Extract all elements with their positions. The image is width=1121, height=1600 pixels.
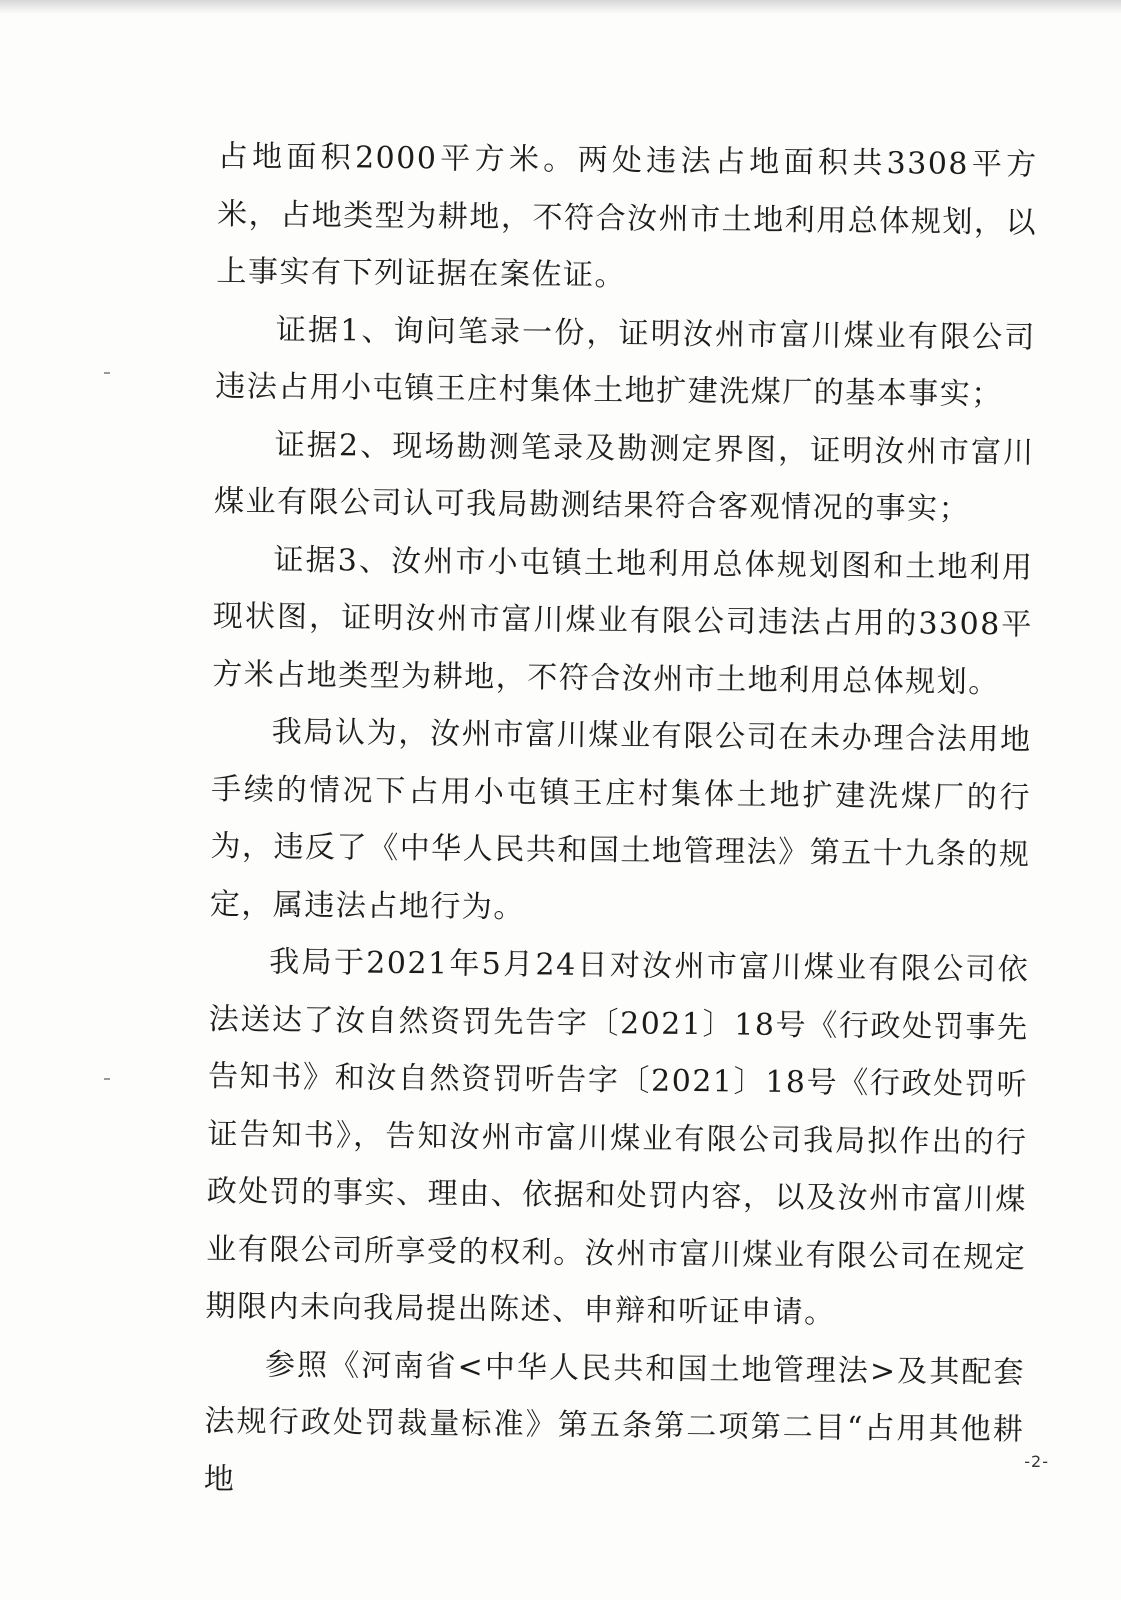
paragraph-reference: 参照《河南省<中华人民共和国土地管理法>及其配套法规行政处罚裁量标准》第五条第二项第二目“占用其他耕地	[203, 1347, 1026, 1497]
paragraph-continued: 占地面积2000平方米。两处违法占地面积共3308平方米，占地类型为耕地，不符合汝州市土地利用总体规划，以上事实有下列证据在案佐证。	[216, 138, 1038, 294]
paragraph-evidence-3: 证据3、汝州市小屯镇土地利用总体规划图和土地利用现状图，证明汝州市富川煤业有限公司违法占用的3308平方米占地类型为耕地，不符合汝州市土地利用总体规划。	[212, 542, 1034, 700]
document-body	[204, 128, 1038, 1517]
paragraph-evidence-2: 证据2、现场勘测笔录及勘测定界图，证明汝州市富川煤业有限公司认可我局勘测结果符合客观情况的事实；	[213, 427, 1035, 527]
page-number: -2-	[1024, 1452, 1049, 1471]
paragraph-evidence-1: 证据1、询问笔录一份，证明汝州市富川煤业有限公司违法占用小屯镇王庄村集体土地扩建洗煤厂的基本事实；	[215, 312, 1037, 413]
scan-edge	[0, 0, 1121, 14]
binding-mark	[104, 1078, 110, 1080]
paragraph-finding: 我局认为，汝州市富川煤业有限公司在未办理合法用地手续的情况下占用小屯镇王庄村集体土地扩建洗煤厂的行为，违反了《中华人民共和国土地管理法》第五十九条的规定，属违法占地行为。	[209, 714, 1032, 925]
binding-mark	[104, 372, 110, 374]
paragraph-notification: 我局于2021年5月24日对汝州市富川煤业有限公司依法送达了汝自然资罚先告字〔2021〕18号《行政处罚事先告知书》和汝自然资罚听告字〔2021〕18号《行政处罚听证告知书》，告知汝州市富川煤业有限公司我局拟作出的行政处罚的事实、理由、依据和处罚内容，以及汝州市富川煤业有限公司所享受的权利。汝州市富川煤业有限公司在规定期限内未向我局提出陈述、申辩和听证申请。	[205, 944, 1030, 1331]
